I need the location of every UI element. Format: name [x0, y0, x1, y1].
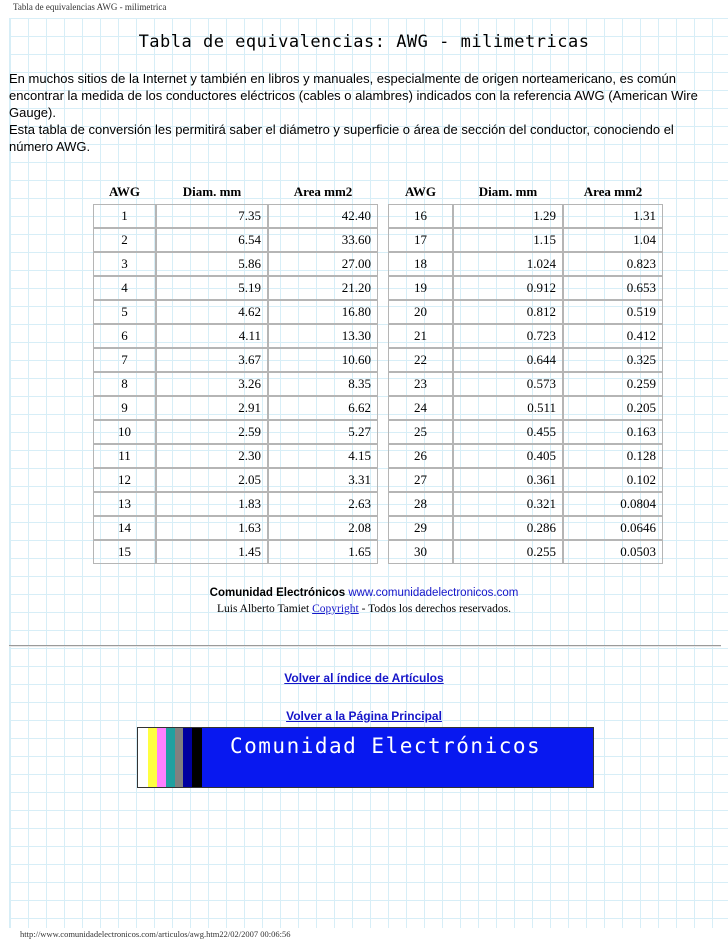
header-area: Area mm2	[583, 184, 643, 199]
diameter-cell: 0.723	[453, 324, 563, 348]
table-gap	[378, 204, 388, 228]
area-cell: 0.128	[563, 444, 663, 468]
diameter-cell: 3.26	[156, 372, 268, 396]
diameter-cell: 4.11	[156, 324, 268, 348]
table-gap	[378, 300, 388, 324]
header-awg: AWG	[108, 184, 141, 199]
diameter-cell: 5.19	[156, 276, 268, 300]
diameter-cell: 2.91	[156, 396, 268, 420]
intro-paragraph-2: Esta tabla de conversión les permitirá saber el diámetro y superficie o área de sección del conductor, conociendo el número AWG.	[9, 122, 674, 154]
awg-cell: 10	[93, 420, 156, 444]
articles-index-link[interactable]: Volver al índice de Artículos	[284, 671, 444, 685]
awg-cell: 9	[93, 396, 156, 420]
awg-cell: 8	[93, 372, 156, 396]
area-cell: 0.0804	[563, 492, 663, 516]
diameter-cell: 7.35	[156, 204, 268, 228]
horizontal-divider	[9, 645, 721, 647]
area-cell: 0.653	[563, 276, 663, 300]
awg-cell: 29	[388, 516, 453, 540]
table-row	[93, 228, 663, 252]
awg-cell: 30	[388, 540, 453, 564]
awg-cell: 12	[93, 468, 156, 492]
table-gap	[378, 348, 388, 372]
banner-stripes	[138, 728, 202, 787]
awg-cell: 19	[388, 276, 453, 300]
banner-stripe	[192, 728, 202, 787]
banner-stripe	[138, 728, 148, 787]
diameter-cell: 1.024	[453, 252, 563, 276]
table-gap	[378, 492, 388, 516]
diameter-cell: 0.511	[453, 396, 563, 420]
page-title: Tabla de equivalencias: AWG - milimetricas	[138, 32, 590, 52]
area-cell: 0.205	[563, 396, 663, 420]
area-cell: 10.60	[268, 348, 378, 372]
area-cell: 0.823	[563, 252, 663, 276]
table-gap	[378, 324, 388, 348]
banner-stripe	[166, 728, 175, 787]
awg-cell: 15	[93, 540, 156, 564]
header-awg: AWG	[404, 184, 437, 199]
awg-cell: 7	[93, 348, 156, 372]
table-gap	[378, 540, 388, 564]
copyright-link[interactable]: Copyright	[312, 603, 359, 615]
table-row	[93, 420, 663, 444]
awg-cell: 17	[388, 228, 453, 252]
table-row	[93, 372, 663, 396]
diameter-cell: 5.86	[156, 252, 268, 276]
diameter-cell: 3.67	[156, 348, 268, 372]
awg-cell: 25	[388, 420, 453, 444]
page-footer-url: http://www.comunidadelectronicos.com/articulos/awg.htm22/02/2007 00:06:56	[20, 929, 291, 939]
awg-cell: 27	[388, 468, 453, 492]
table-gap	[378, 228, 388, 252]
area-cell: 0.0503	[563, 540, 663, 564]
table-body	[93, 204, 663, 564]
area-cell: 33.60	[268, 228, 378, 252]
awg-table	[93, 180, 663, 564]
header-diameter: Diam. mm	[182, 184, 242, 199]
credit-line	[0, 587, 728, 599]
table-row	[93, 396, 663, 420]
diameter-cell: 0.321	[453, 492, 563, 516]
awg-cell: 22	[388, 348, 453, 372]
intro-text	[9, 70, 721, 155]
diameter-cell: 0.455	[453, 420, 563, 444]
table-row	[93, 348, 663, 372]
diameter-cell: 1.15	[453, 228, 563, 252]
awg-cell: 1	[93, 204, 156, 228]
banner-stripe	[148, 728, 157, 787]
table-row	[93, 276, 663, 300]
header-area: Area mm2	[293, 184, 353, 199]
awg-cell: 2	[93, 228, 156, 252]
copyright-line	[0, 603, 728, 615]
awg-cell: 24	[388, 396, 453, 420]
table-gap	[378, 252, 388, 276]
area-cell: 1.65	[268, 540, 378, 564]
area-cell: 16.80	[268, 300, 378, 324]
table-header-row	[93, 180, 663, 204]
table-row	[93, 540, 663, 564]
awg-cell: 28	[388, 492, 453, 516]
diameter-cell: 0.644	[453, 348, 563, 372]
browser-page-header: Tabla de equivalencias AWG - milimetrica	[13, 2, 167, 12]
home-page-link[interactable]: Volver a la Página Principal	[286, 709, 442, 723]
diameter-cell: 0.361	[453, 468, 563, 492]
banner-stripe	[157, 728, 166, 787]
diameter-cell: 6.54	[156, 228, 268, 252]
table-gap	[378, 372, 388, 396]
area-cell: 0.0646	[563, 516, 663, 540]
banner-text: Comunidad Electrónicos	[230, 734, 542, 758]
awg-cell: 23	[388, 372, 453, 396]
table-row	[93, 252, 663, 276]
area-cell: 8.35	[268, 372, 378, 396]
awg-cell: 5	[93, 300, 156, 324]
table-gap	[378, 420, 388, 444]
area-cell: 5.27	[268, 420, 378, 444]
diameter-cell: 0.912	[453, 276, 563, 300]
area-cell: 0.412	[563, 324, 663, 348]
awg-cell: 3	[93, 252, 156, 276]
table-gap	[378, 516, 388, 540]
header-diameter: Diam. mm	[478, 184, 538, 199]
table-gap	[378, 396, 388, 420]
area-cell: 0.325	[563, 348, 663, 372]
intro-paragraph-1: En muchos sitios de la Internet y también en libros y manuales, especialmente de origen norteamericano, es común encontrar la medida de los conductores eléctricos (cables o alambres) indicados con la referencia AWG (American Wire Gauge).	[9, 71, 698, 120]
area-cell: 3.31	[268, 468, 378, 492]
diameter-cell: 2.05	[156, 468, 268, 492]
table-row	[93, 516, 663, 540]
table-row	[93, 324, 663, 348]
diameter-cell: 1.45	[156, 540, 268, 564]
area-cell: 0.163	[563, 420, 663, 444]
area-cell: 1.04	[563, 228, 663, 252]
table-row	[93, 444, 663, 468]
area-cell: 13.30	[268, 324, 378, 348]
site-banner[interactable]	[137, 727, 594, 788]
awg-cell: 16	[388, 204, 453, 228]
nav-home	[0, 709, 728, 723]
diameter-cell: 2.59	[156, 420, 268, 444]
org-name: Comunidad Electrónicos	[209, 587, 346, 599]
table-gap	[378, 276, 388, 300]
awg-cell: 26	[388, 444, 453, 468]
diameter-cell: 0.573	[453, 372, 563, 396]
banner-stripe	[175, 728, 183, 787]
awg-cell: 18	[388, 252, 453, 276]
diameter-cell: 1.29	[453, 204, 563, 228]
area-cell: 42.40	[268, 204, 378, 228]
diameter-cell: 0.286	[453, 516, 563, 540]
awg-cell: 4	[93, 276, 156, 300]
diameter-cell: 0.255	[453, 540, 563, 564]
area-cell: 1.31	[563, 204, 663, 228]
awg-cell: 6	[93, 324, 156, 348]
area-cell: 2.63	[268, 492, 378, 516]
area-cell: 0.259	[563, 372, 663, 396]
diameter-cell: 0.812	[453, 300, 563, 324]
diameter-cell: 4.62	[156, 300, 268, 324]
area-cell: 6.62	[268, 396, 378, 420]
table-row	[93, 492, 663, 516]
awg-cell: 20	[388, 300, 453, 324]
nav-articles	[0, 671, 728, 685]
area-cell: 4.15	[268, 444, 378, 468]
awg-cell: 21	[388, 324, 453, 348]
table-gap	[378, 468, 388, 492]
diameter-cell: 1.83	[156, 492, 268, 516]
author-name: Luis Alberto Tamiet	[216, 603, 310, 615]
diameter-cell: 2.30	[156, 444, 268, 468]
org-url-link[interactable]: www.comunidadelectronicos.com	[348, 587, 519, 599]
table-gap	[378, 180, 388, 204]
area-cell: 0.519	[563, 300, 663, 324]
awg-cell: 14	[93, 516, 156, 540]
area-cell: 2.08	[268, 516, 378, 540]
area-cell: 27.00	[268, 252, 378, 276]
awg-cell: 11	[93, 444, 156, 468]
banner-stripe	[183, 728, 192, 787]
diameter-cell: 0.405	[453, 444, 563, 468]
table-gap	[378, 444, 388, 468]
table-row	[93, 468, 663, 492]
area-cell: 21.20	[268, 276, 378, 300]
awg-cell: 13	[93, 492, 156, 516]
table-row	[93, 300, 663, 324]
diameter-cell: 1.63	[156, 516, 268, 540]
rights-text: - Todos los derechos reservados.	[361, 603, 512, 615]
area-cell: 0.102	[563, 468, 663, 492]
table-row	[93, 204, 663, 228]
